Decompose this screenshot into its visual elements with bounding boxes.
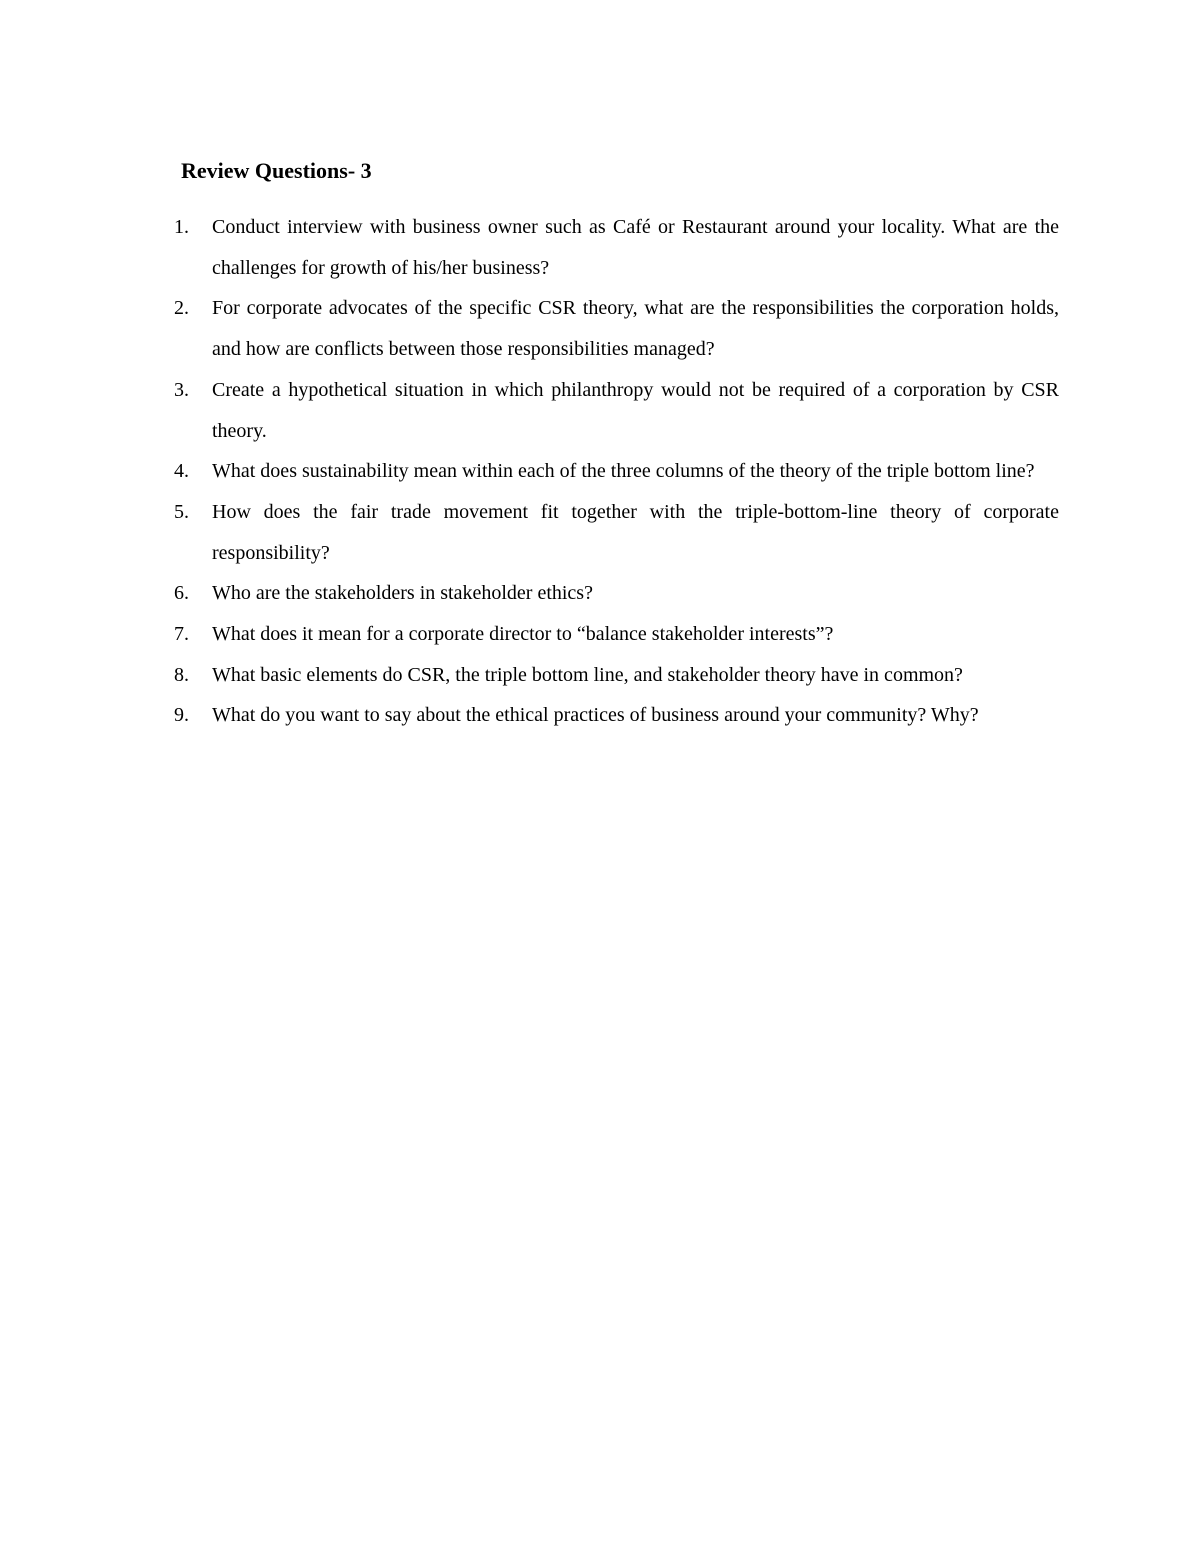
list-item [174,614,1059,655]
question-text: Who are the stakeholders in stakeholder ethics? [212,582,593,605]
question-text: What does sustainability mean within each of the three columns of the theory of the triple bottom line? [212,460,1035,483]
question-number: 8. [174,663,189,686]
question-number: 6. [174,582,189,605]
list-item [174,451,1059,492]
question-number: 2. [174,297,189,320]
question-number: 7. [174,623,189,646]
list-item [174,370,1059,451]
page-title-text: Review Questions [181,158,348,183]
question-text: What does it mean for a corporate director to “balance stakeholder interests”? [212,623,834,646]
question-list [174,207,1059,736]
page-title [181,155,372,187]
question-text: What basic elements do CSR, the triple bottom line, and stakeholder theory have in common? [212,663,963,686]
question-text: Conduct interview with business owner such as Café or Restaurant around your locality. What are the challenges for growth of his/her business? [212,216,1059,279]
list-item [174,655,1059,696]
question-text: For corporate advocates of the specific CSR theory, what are the responsibilities the corporation holds, and how are conflicts between those responsibilities managed? [212,297,1059,361]
question-number: 1. [174,216,189,238]
question-number: 5. [174,500,189,523]
question-number: 9. [174,704,189,727]
page-title-suffix: - 3 [347,158,372,183]
list-item [174,288,1059,369]
question-number: 3. [174,378,189,401]
list-item [174,573,1059,614]
question-text: What do you want to say about the ethical practices of business around your community? Why? [212,704,979,727]
list-item [174,207,1059,288]
list-item [174,492,1059,573]
list-item [174,695,1059,736]
question-text: Create a hypothetical situation in which philanthropy would not be required of a corporation by CSR theory. [212,378,1059,442]
question-text: How does the fair trade movement fit together with the triple-bottom-line theory of corporate responsibility? [212,500,1059,564]
question-number: 4. [174,460,189,483]
